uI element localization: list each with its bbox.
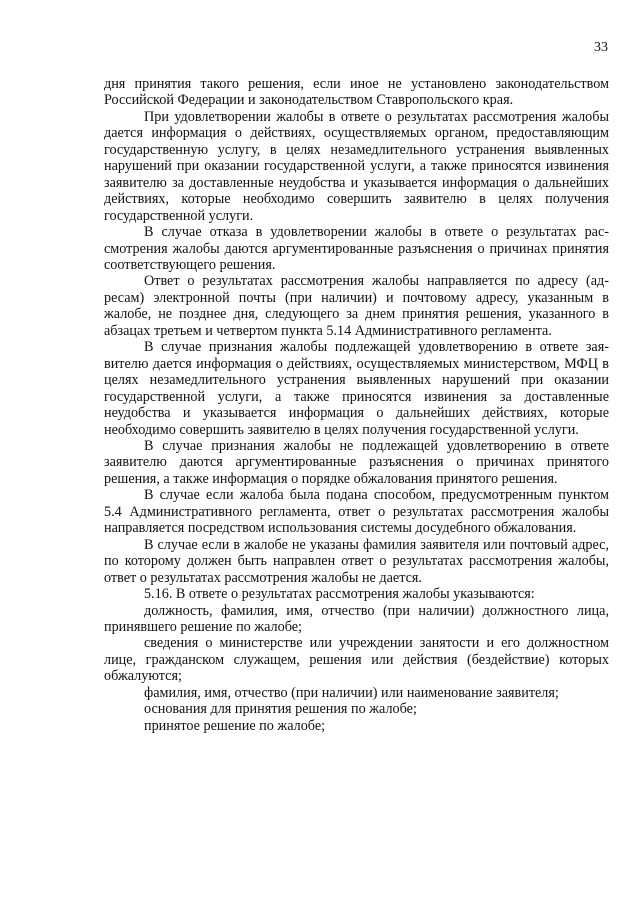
paragraph-12: фамилия, имя, отчество (при наличии) или наименование заявителя; bbox=[144, 684, 559, 701]
paragraph-1: дня принятия такого решения, если иное не установлено законодательством Российской Федерации и законодательством Ставропольского края. bbox=[104, 76, 609, 109]
paragraph-13: основания для принятия решения по жалобе; bbox=[144, 701, 417, 718]
paragraph-9: 5.16. В ответе о результатах рассмотрения жалобы указываются: bbox=[144, 586, 535, 603]
paragraph-8: В случае если в жалобе не указаны фамилия заявителя или почтовый адрес, по которому должен быть направлен ответ о результатах рассмотрения жалобы, ответ о результатах рассмотрения жалобы не дается. bbox=[104, 536, 609, 586]
paragraph-6: В случае признания жалобы не подлежащей удовлетворению в ответе заявителю даются аргументированные разъяснения о причинах принятого решения, а также информация о порядке обжалования принятого решения. bbox=[104, 437, 609, 487]
document-body bbox=[104, 76, 609, 734]
paragraph-14: принятое решение по жалобе; bbox=[144, 717, 326, 734]
paragraph-3: В случае отказа в удовлетворении жалобы в ответе о результатах рассмотрения жалобы даются аргументированные разъяснения о причинах принятия соответствующего решения. bbox=[104, 224, 609, 273]
paragraph-4: Ответ о результатах рассмотрения жалобы направляется по адресу (адресам) электронной почты (при наличии) и почтовому адресу, указанным в жалобе, не позднее дня, следующего за днем принятия решения, указанного в абзацах третьем и четвертом пункта 5.14 Административного регламента. bbox=[104, 273, 609, 339]
paragraph-7: В случае если жалоба была подана способом, предусмотренным пунктом 5.4 Административного регламента, ответ о результатах рассмотрения жалобы направляется посредством использования системы досудебного обжалования. bbox=[104, 487, 609, 537]
paragraph-5: В случае признания жалобы подлежащей удовлетворению в ответе заявителю дается информация о действиях, осуществляемых министерством, МФЦ в целях незамедлительного устранения выявленных нарушений при оказании государственной услуги, а также приносятся извинения за доставленные неудобства и указывается информация о дальнейших действиях, которые необходимо совершить заявителю в целях получения государственной услуги. bbox=[104, 339, 609, 438]
paragraph-2: При удовлетворении жалобы в ответе о результатах рассмотрения жалобы дается информация о действиях, осуществляемых органом, предоставляющим государственную услугу, в целях незамедлительного устранения выявленных нарушений при оказании государственной услуги, а также приносятся извинения заявителю за доставленные неудобства и указывается информация о дальнейших действиях, которые необходимо совершить заявителю в целях получения государственной услуги. bbox=[104, 108, 609, 224]
paragraph-11: сведения о министерстве или учреждении занятости и его должностном лице, гражданском служащем, решения или действия (бездействие) которых обжалуются; bbox=[104, 635, 609, 685]
paragraph-10: должность, фамилия, имя, отчество (при наличии) должностного лица, принявшего решение по жалобе; bbox=[104, 602, 609, 635]
page-number: 33 bbox=[594, 40, 608, 55]
